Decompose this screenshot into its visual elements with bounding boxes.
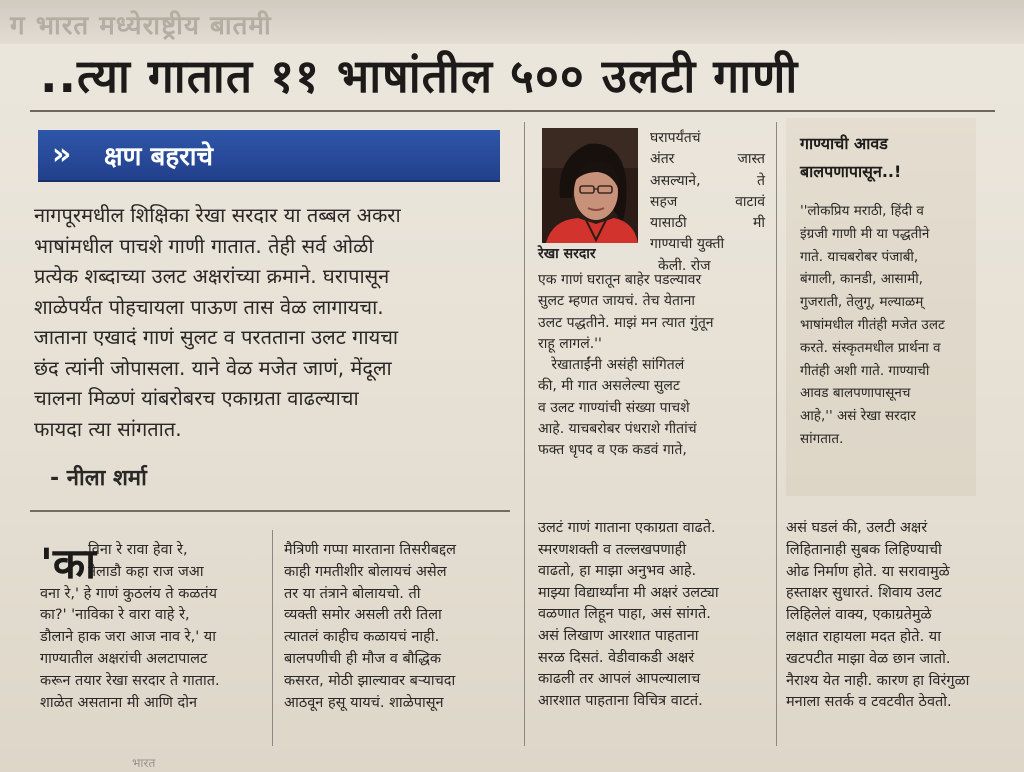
text-line: नेलाडौ कहा राज जआ xyxy=(88,563,204,580)
text-line: शाळेत असताना मी आणि दोन xyxy=(40,694,198,711)
sidebar-quote xyxy=(800,200,978,451)
text-line: हस्ताक्षर सुधारतं. शिवाय उलट xyxy=(786,585,942,602)
intro-line: छंद त्यांनी जोपासला. याने वेळ मजेत जाणं, मेंदूला xyxy=(34,355,392,380)
text-line: यासाठी मी xyxy=(650,215,765,232)
text-line: अंतर जास्त xyxy=(650,151,765,168)
text-line: व्यक्ती समोर असली तरी तिला xyxy=(284,607,442,624)
text-line: व उलट गाण्यांची संख्या पाचशे xyxy=(538,399,690,416)
text-line: इंग्रजी गाणी मी या पद्धतीने xyxy=(800,225,930,242)
drop-cap: 'का xyxy=(40,539,96,588)
intro-line: जाताना एखादं गाणं सुलट व परतताना उलट गायचा xyxy=(34,325,399,349)
intro-line: नागपूरमधील शिक्षिका रेखा सरदार या तब्बल अकरा xyxy=(34,203,401,227)
text-line: गुजराती, तेलुगू, मल्याळम् xyxy=(800,294,924,311)
text-line: स्मरणशक्ती व तल्लखपणाही xyxy=(538,541,687,558)
text-line: केली. रोज xyxy=(658,257,711,274)
text-line: घरापर्यंतचं xyxy=(650,130,701,146)
text-line: लिहिलेलं वाक्य, एकाग्रतेमुळे xyxy=(786,607,932,624)
body-column-1 xyxy=(40,540,270,714)
text-line: उलट पद्धतीने. माझं मन त्यात गुंतून xyxy=(538,314,714,331)
text-line: की, मी गात असलेल्या सुलट xyxy=(538,378,680,395)
text-line: विना रे रावा हेवा रे, xyxy=(88,542,188,558)
text-line: डौलाने हाक जरा आज नाव रे,' या xyxy=(40,629,216,646)
section-banner xyxy=(38,130,500,182)
text-line: सहज वाटावं xyxy=(650,193,765,210)
text-line: गाण्यातील अक्षरांची अलटापालट xyxy=(40,650,208,667)
text-line: आरशात पाहताना विचित्र वाटतं. xyxy=(538,692,703,709)
double-chevron-icon: » xyxy=(52,137,72,172)
text-line: वना रे,' हे गाणं कुठलंय ते कळतंय xyxy=(40,585,218,602)
text-line: करून तयार रेखा सरदार ते गातात. xyxy=(40,672,220,689)
intro-rule xyxy=(30,510,510,512)
portrait-photo xyxy=(542,128,638,243)
masthead-bleed-text: ग भारत मध्येराष्ट्रीय बातमी xyxy=(10,11,272,41)
text-line: वळणात लिहून पाहा, असं सांगते. xyxy=(538,606,711,623)
text-line: राहू लागलं.'' xyxy=(538,335,602,352)
middle-column-text xyxy=(538,270,768,462)
text-line: असल्याने, ते xyxy=(650,172,765,189)
text-line: ''लोकप्रिय मराठी, हिंदी व xyxy=(800,203,924,219)
article-headline: ..त्या गातात ११ भाषांतील ५०० उलटी गाणी xyxy=(40,49,799,103)
text-line: सरळ दिसतं. वेडीवाकडी अक्षरं xyxy=(538,649,695,666)
text-line: कसरत, मोठी झाल्यावर बऱ्याचदा xyxy=(284,672,456,689)
text-line: त्यातलं काहीच कळायचं नाही. xyxy=(284,629,440,646)
intro-line: फायदा त्या सांगतात. xyxy=(34,416,182,441)
text-line: असं लिखाण आरशात पाहताना xyxy=(538,627,699,644)
text-line: सांगतात. xyxy=(800,430,844,447)
intro-paragraph xyxy=(34,200,504,444)
text-line: गाण्याची युक्ती xyxy=(650,236,725,253)
text-line: गाते. याचबरोबर पंजाबी, xyxy=(800,248,919,265)
text-line: नैराश्य येत नाही. कारण हा विरंगुळा xyxy=(786,672,970,689)
byline: - नीला शर्मा xyxy=(50,466,147,491)
column-divider xyxy=(776,122,777,746)
text-line: एक गाणं घरातून बाहेर पडल्यावर xyxy=(538,272,702,288)
column-divider xyxy=(524,122,525,746)
text-line: माझ्या विद्यार्थ्यांना मी अक्षरं उलट्या xyxy=(538,584,719,601)
column-divider xyxy=(272,530,273,746)
headline-rule xyxy=(30,110,995,112)
masthead-bleed xyxy=(0,0,1024,44)
body-column-2 xyxy=(284,540,514,714)
text-line: लक्षात राहायला मदत होते. या xyxy=(786,628,941,645)
text-line: खटपटीत माझा वेळ छान जातो. xyxy=(786,650,951,667)
photo-caption: रेखा सरदार xyxy=(538,246,596,262)
text-line: काढली तर आपलं आपल्यालाच xyxy=(538,671,701,688)
intro-line: चालना मिळणं यांबरोबरच एकाग्रता वाढल्याचा xyxy=(34,386,359,410)
intro-line: शाळेपर्यंत पोहचायला पाऊण तास वेळ लागायचा. xyxy=(34,294,384,319)
text-line: भाषांमधील गीतंही मजेत उलट xyxy=(800,316,945,333)
text-line: रेखाताईंनी असंही सांगितलं xyxy=(538,357,685,374)
text-line: आहे. याचबरोबर पंधराशे गीतांचं xyxy=(538,421,697,438)
section-label: क्षण बहराचे xyxy=(104,142,214,172)
text-line: लिहितानाही सुबक लिहिण्याची xyxy=(786,541,942,558)
text-line: बालपणीची ही मौज व बौद्धिक xyxy=(284,650,441,667)
text-line: आवड बालपणापासूनच xyxy=(800,385,911,402)
middle-column-lower-text xyxy=(538,518,768,712)
intro-line: प्रत्येक शब्दाच्या उलट अक्षरांच्या क्रमाने. घरापासून xyxy=(34,264,390,288)
text-line: ओढ निर्माण होते. या सरावामुळे xyxy=(786,563,950,580)
footer-mark: भारत xyxy=(132,756,156,770)
text-line: का?' 'नाविका रे वारा वाहे रे, xyxy=(40,607,190,624)
text-line: काही गमतीशीर बोलायचं असेल xyxy=(284,563,447,580)
text-line: तर या तंत्राने बोलायचो. ती xyxy=(284,585,421,602)
text-line: सुलट म्हणत जायचं. तेच येताना xyxy=(538,293,696,310)
text-line: बंगाली, कानडी, आसामी, xyxy=(800,271,923,288)
sidebar-heading xyxy=(800,130,978,186)
right-column-text xyxy=(786,518,1006,714)
text-line: आहे,'' असं रेखा सरदार xyxy=(800,408,916,425)
intro-line: भाषांमधील पाचशे गाणी गातात. तेही सर्व ओळी xyxy=(34,233,374,258)
text-line: गीतंही अशी गाते. गाण्याची xyxy=(800,362,930,379)
text-line: मैत्रिणी गप्पा मारताना तिसरीबद्दल xyxy=(284,542,456,558)
text-line: मनाला सतर्क व टवटवीत ठेवतो. xyxy=(786,694,952,711)
sidebar-heading-line: गाण्याची आवड xyxy=(800,134,888,153)
text-line: उलटं गाणं गाताना एकाग्रता वाढते. xyxy=(538,520,716,536)
text-line: वाढतो, हा माझा अनुभव आहे. xyxy=(538,563,697,580)
text-line: फक्त धृपद व एक कडवं गाते, xyxy=(538,442,687,459)
text-line: आठवून हसू यायचं. शाळेपासून xyxy=(284,694,444,711)
wrap-text-column xyxy=(650,128,765,277)
text-line: करते. संस्कृतमधील प्रार्थना व xyxy=(800,339,941,356)
text-line: असं घडलं की, उलटी अक्षरं xyxy=(786,520,928,536)
sidebar-heading-line: बालपणापासून..! xyxy=(800,162,902,181)
